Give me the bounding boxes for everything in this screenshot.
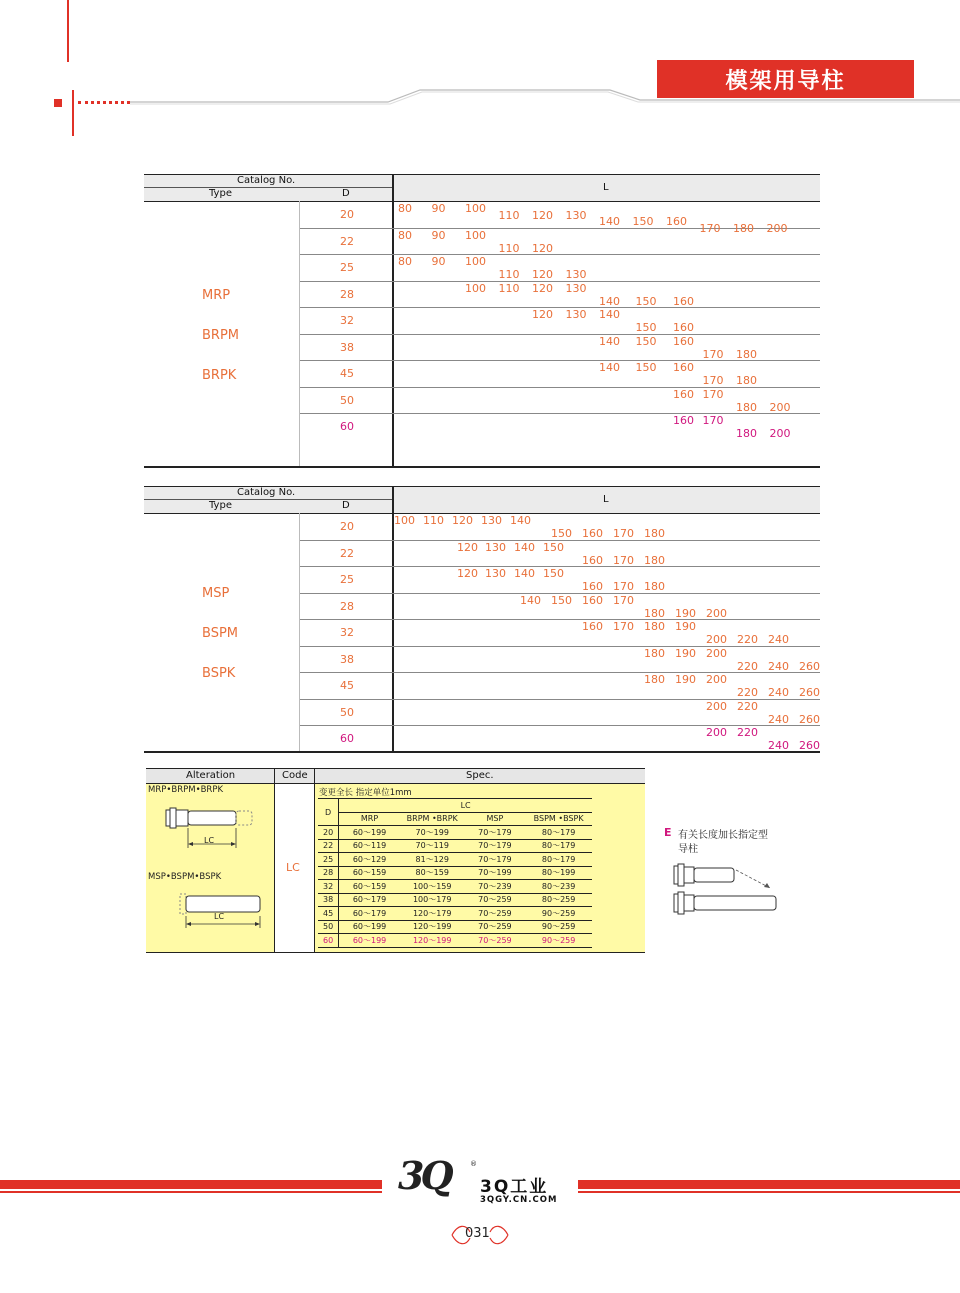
table2-l-value: 160 xyxy=(582,593,603,607)
table1-d-value: 50 xyxy=(340,393,354,407)
spec-lc-header: LC xyxy=(339,799,592,812)
table1-d-value: 60 xyxy=(340,420,354,434)
spec-range-cell: 60～159 xyxy=(339,866,400,880)
table1-l-value: 80 xyxy=(398,228,412,242)
table1-type-brpm: BRPM xyxy=(202,328,240,343)
spec-d-cell: 60 xyxy=(318,934,339,948)
table1-l-value: 180 xyxy=(736,347,757,361)
alteration-table xyxy=(146,768,645,953)
table1-l-value: 200 xyxy=(769,427,791,441)
spec-range-cell: 80～259 xyxy=(525,893,592,907)
table1-d-value: 38 xyxy=(340,340,354,354)
table1-l-value: 140 xyxy=(599,361,620,374)
spec-range-cell: 70～199 xyxy=(465,866,526,880)
table1-l-value: 180 xyxy=(736,400,757,414)
spec-row xyxy=(318,826,592,840)
table2-l-value: 150 xyxy=(543,540,564,554)
table1-l-value: 120 xyxy=(532,241,553,255)
table2-l-value: 260 xyxy=(799,739,820,753)
table2-l-value: 200 xyxy=(706,726,727,739)
table1-type-label: Type xyxy=(209,188,232,199)
table1-l-value: 110 xyxy=(498,241,520,255)
spec-d-cell: 38 xyxy=(318,893,339,907)
spec-range-cell: 60～199 xyxy=(339,920,400,934)
table1-l-value: 130 xyxy=(565,308,587,321)
logo-registered: ® xyxy=(470,1160,477,1168)
spec-range-cell: 100～179 xyxy=(400,893,465,907)
spec-d-cell: 25 xyxy=(318,853,339,867)
table2-l-value: 180 xyxy=(644,580,665,594)
table2-d-value: 45 xyxy=(340,679,354,693)
spec-table xyxy=(318,799,592,948)
spec-range-cell: 70～259 xyxy=(465,920,526,934)
spec-range-cell: 90～259 xyxy=(525,920,592,934)
spec-range-cell: 60～159 xyxy=(339,880,400,894)
table2-l-value: 220 xyxy=(737,726,758,739)
spec-range-cell: 120～199 xyxy=(400,920,465,934)
table2-l-value: 260 xyxy=(799,686,820,700)
spec-range-cell: 70～259 xyxy=(465,907,526,921)
table2-l-value: 190 xyxy=(675,620,696,633)
table1-d-value: 20 xyxy=(340,208,354,222)
page-title: 模架用导柱 xyxy=(657,60,914,98)
spec-d-cell: 20 xyxy=(318,826,339,840)
table1-l-value: 90 xyxy=(431,202,446,215)
table2-l-value: 170 xyxy=(613,593,634,607)
table2-l-value: 160 xyxy=(582,620,603,633)
table2-l-value: 140 xyxy=(514,540,535,554)
table2-l-value: 200 xyxy=(706,673,727,686)
logo-mark: 3Q xyxy=(398,1153,450,1198)
table2-l-value: 120 xyxy=(457,540,478,554)
page-number: 031 xyxy=(465,1226,490,1241)
spec-range-cell: 70～179 xyxy=(465,826,526,840)
spec-row xyxy=(318,920,592,934)
spec-range-cell: 60～179 xyxy=(339,907,400,921)
spec-range-cell: 70～259 xyxy=(465,893,526,907)
table2-l-value: 170 xyxy=(613,580,634,594)
spec-d-cell: 22 xyxy=(318,839,339,853)
table2-d-value: 28 xyxy=(340,599,354,613)
spec-row xyxy=(318,839,592,853)
table2-l-value: 180 xyxy=(644,553,665,567)
table2-l-value: 130 xyxy=(485,567,506,580)
table1-l-value: 110 xyxy=(498,208,520,222)
table2-l-value: 190 xyxy=(675,673,696,686)
table2-l-value: 130 xyxy=(485,540,506,554)
table2-l-value: 220 xyxy=(737,659,758,673)
table1-l-value: 140 xyxy=(599,215,620,229)
footer-bar-left xyxy=(0,1180,382,1189)
spec-range-cell: 90～259 xyxy=(525,934,592,948)
table1-l-value: 170 xyxy=(702,347,724,361)
table2-l-value: 200 xyxy=(706,606,727,620)
table2-l-value: 110 xyxy=(423,514,444,527)
spec-row xyxy=(318,893,592,907)
extended-pin-drawing xyxy=(670,862,780,922)
table2-l-value: 200 xyxy=(706,646,727,660)
spec-range-cell: 70～179 xyxy=(465,853,526,867)
spec-range-cell: 60～119 xyxy=(339,839,400,853)
table1-l-value: 150 xyxy=(635,294,657,308)
table2-l-value: 180 xyxy=(644,673,665,686)
table2-l-value: 190 xyxy=(675,606,696,620)
table1-l-value: 160 xyxy=(673,414,694,427)
table1-row-divider xyxy=(300,334,820,335)
table1-l-value: 160 xyxy=(673,294,694,308)
table2-d-label: D xyxy=(342,500,350,511)
spec-range-cell: 80～179 xyxy=(525,826,592,840)
spec-range-cell: 70～199 xyxy=(400,826,465,840)
alteration-divider-2 xyxy=(314,768,315,953)
footer-bar-left-thin xyxy=(0,1191,382,1193)
table2-type-bspm: BSPM xyxy=(202,626,238,641)
spec-range-cell: 70～119 xyxy=(400,839,465,853)
table2-l-value: 220 xyxy=(737,699,758,713)
table2-l-value: 200 xyxy=(706,699,727,713)
table1-l-value: 160 xyxy=(673,321,694,335)
table2-l-value: 260 xyxy=(799,659,820,673)
table2-d-value: 22 xyxy=(340,546,354,560)
table1-l-value: 200 xyxy=(766,221,788,235)
table2-l-value: 140 xyxy=(510,514,531,527)
spec-range-cell: 90～259 xyxy=(525,907,592,921)
table2-l-value: 240 xyxy=(768,712,789,726)
footer-bar-right-thin xyxy=(578,1191,960,1193)
table1-l-value: 130 xyxy=(565,281,587,295)
table1-l-value: 120 xyxy=(532,281,553,295)
table2-l-value: 260 xyxy=(799,712,820,726)
table2-d-value: 60 xyxy=(340,732,354,746)
table2-d-value: 50 xyxy=(340,705,354,719)
spec-range-cell: 60～199 xyxy=(339,934,400,948)
table2-l-value: 140 xyxy=(520,593,541,607)
table2-d-value: 38 xyxy=(340,652,354,666)
table2-l-value: 180 xyxy=(644,527,665,541)
table1-row-divider xyxy=(300,254,820,255)
spec-col-brpm: BRPM •BRPK xyxy=(400,812,465,826)
table1-l-value: 120 xyxy=(532,268,553,282)
table1-l-value: 170 xyxy=(699,221,721,235)
table1-l-value: 90 xyxy=(431,255,446,268)
header-vertical-line-lower xyxy=(72,90,74,136)
table1-d-value: 32 xyxy=(340,314,354,328)
table1-l-value: 170 xyxy=(702,374,724,388)
table1-l-value: 100 xyxy=(465,228,486,242)
table2-d-value: 20 xyxy=(340,520,354,534)
alteration-spec-header: Spec. xyxy=(466,770,494,781)
table2-body xyxy=(144,514,820,751)
alteration-lc-label-2: LC xyxy=(214,912,225,921)
note-text-line1: 有关长度加长指定型 xyxy=(678,830,768,841)
table2 xyxy=(144,486,820,753)
table1-type-mrp: MRP xyxy=(202,288,231,303)
table2-d-value: 25 xyxy=(340,573,354,587)
table1-row-divider xyxy=(300,307,820,308)
table2-l-value: 160 xyxy=(582,553,603,567)
table2-l-value: 140 xyxy=(514,567,535,580)
alteration-bottom-rule xyxy=(146,952,645,953)
table2-header-mid-rule xyxy=(144,499,392,500)
table1-d-label: D xyxy=(342,188,350,199)
table2-l-value: 180 xyxy=(644,606,665,620)
table1-l-value: 120 xyxy=(532,208,553,222)
table1-l-value: 130 xyxy=(565,208,587,222)
table1-l-value: 100 xyxy=(465,281,486,295)
table2-bottom-rule xyxy=(144,751,820,753)
spec-title: 变更全长 指定单位1mm xyxy=(319,788,412,798)
table1-l-value: 110 xyxy=(498,281,520,295)
table2-l-value: 150 xyxy=(551,593,572,607)
table1-d-value: 25 xyxy=(340,261,354,275)
table1-row-divider xyxy=(300,281,820,282)
spec-table-body xyxy=(318,826,592,948)
table2-type-msp: MSP xyxy=(202,586,230,601)
spec-range-cell: 80～179 xyxy=(525,839,592,853)
table1-l-value: 130 xyxy=(565,268,587,282)
alteration-code-header: Code xyxy=(282,770,308,781)
alteration-group1-label: MRP•BRPM•BRPK xyxy=(148,785,224,795)
table1-l-value: 160 xyxy=(673,361,694,374)
table2-l-value: 170 xyxy=(613,527,634,541)
table1-l-value: 100 xyxy=(465,202,486,215)
spec-range-cell: 80～239 xyxy=(525,880,592,894)
table2-d-value: 32 xyxy=(340,626,354,640)
table2-l-value: 100 xyxy=(394,514,415,527)
footer-bar-right xyxy=(578,1180,960,1189)
table2-l-value: 220 xyxy=(737,633,758,647)
spec-range-cell: 80～179 xyxy=(525,853,592,867)
table2-l-value: 130 xyxy=(481,514,502,527)
spec-d-cell: 50 xyxy=(318,920,339,934)
table2-l-label: L xyxy=(603,494,609,505)
table1 xyxy=(144,174,820,468)
spec-d-cell: 32 xyxy=(318,880,339,894)
header-vertical-line xyxy=(67,0,69,62)
table2-l-value: 240 xyxy=(768,633,789,647)
table1-type-brpk: BRPK xyxy=(202,368,237,383)
table1-l-value: 180 xyxy=(736,374,757,388)
spec-range-cell: 81～129 xyxy=(400,853,465,867)
table2-l-value: 160 xyxy=(582,580,603,594)
table1-l-value: 120 xyxy=(532,308,553,321)
table1-l-value: 100 xyxy=(465,255,486,268)
table2-l-value: 190 xyxy=(675,646,696,660)
table1-d-value: 22 xyxy=(340,234,354,248)
spec-range-cell: 120～199 xyxy=(400,934,465,948)
spec-d-header: D xyxy=(318,799,339,826)
spec-range-cell: 100～159 xyxy=(400,880,465,894)
spec-col-bspm: BSPM •BSPK xyxy=(525,812,592,826)
spec-range-cell: 80～199 xyxy=(525,866,592,880)
table2-l-value: 180 xyxy=(644,646,665,660)
table2-l-value: 220 xyxy=(737,686,758,700)
spec-d-cell: 45 xyxy=(318,907,339,921)
alteration-code-lc: LC xyxy=(286,861,300,874)
table2-l-value: 240 xyxy=(768,739,789,753)
table1-l-value: 80 xyxy=(398,255,412,268)
header-square-mark xyxy=(54,99,62,107)
table1-l-value: 170 xyxy=(702,414,724,427)
table1-l-value: 150 xyxy=(635,321,657,335)
spec-range-cell: 60～129 xyxy=(339,853,400,867)
table1-l-value: 140 xyxy=(599,294,620,308)
table2-l-value: 240 xyxy=(768,686,789,700)
spec-range-cell: 80～159 xyxy=(400,866,465,880)
table1-l-value: 110 xyxy=(498,268,520,282)
spec-range-cell: 60～179 xyxy=(339,893,400,907)
table1-l-value: 150 xyxy=(635,361,657,374)
table1-l-value: 200 xyxy=(769,400,791,414)
table1-l-value: 80 xyxy=(398,202,412,215)
spec-range-cell: 60～199 xyxy=(339,826,400,840)
spec-row xyxy=(318,907,592,921)
table1-l-value: 180 xyxy=(736,427,757,441)
table1-catalog-label: Catalog No. xyxy=(237,175,296,186)
table1-l-value: 160 xyxy=(673,387,694,401)
logo-site: 3QGY.CN.COM xyxy=(480,1195,558,1205)
table1-l-value: 150 xyxy=(635,334,657,348)
table1-l-value: 140 xyxy=(599,334,620,348)
table2-l-value: 120 xyxy=(457,567,478,580)
spec-row xyxy=(318,934,592,948)
table2-catalog-label: Catalog No. xyxy=(237,487,296,498)
table1-l-value: 90 xyxy=(431,228,446,242)
alteration-group2-label: MSP•BSPM•BSPK xyxy=(148,872,222,882)
table2-l-value: 180 xyxy=(644,620,665,633)
table2-l-value: 160 xyxy=(582,527,603,541)
note-text-line2: 导柱 xyxy=(678,844,698,855)
spec-row xyxy=(318,866,592,880)
spec-range-cell: 70～259 xyxy=(465,934,526,948)
alteration-header-label: Alteration xyxy=(186,770,236,781)
table1-l-value: 150 xyxy=(632,215,654,229)
alteration-divider-1 xyxy=(274,768,275,953)
table1-header-mid-rule xyxy=(144,187,392,188)
spec-range-cell: 70～239 xyxy=(465,880,526,894)
spec-range-cell: 70～179 xyxy=(465,839,526,853)
table2-type-label: Type xyxy=(209,500,232,511)
table1-l-value: 140 xyxy=(599,308,620,321)
spec-row xyxy=(318,880,592,894)
table1-l-value: 180 xyxy=(733,221,754,235)
logo-brand: 3Q工业 xyxy=(480,1177,549,1197)
table1-l-label: L xyxy=(603,182,609,193)
table2-l-value: 170 xyxy=(613,620,634,633)
table2-l-value: 150 xyxy=(551,527,572,541)
table2-row-divider xyxy=(300,619,820,620)
table2-l-value: 200 xyxy=(706,633,727,647)
note-marker: E xyxy=(664,826,672,839)
spec-col-msp: MSP xyxy=(465,812,526,826)
spec-d-cell: 28 xyxy=(318,866,339,880)
table2-l-value: 120 xyxy=(452,514,473,527)
spec-row xyxy=(318,853,592,867)
table1-l-value: 160 xyxy=(666,215,687,229)
table1-d-value: 28 xyxy=(340,287,354,301)
table1-d-value: 45 xyxy=(340,367,354,381)
table2-l-value: 150 xyxy=(543,567,564,580)
table2-l-value: 170 xyxy=(613,553,634,567)
table2-l-value: 240 xyxy=(768,659,789,673)
spec-col-mrp: MRP xyxy=(339,812,400,826)
table1-bottom-rule xyxy=(144,466,820,468)
spec-range-cell: 120～179 xyxy=(400,907,465,921)
table2-type-bspk: BSPK xyxy=(202,666,236,681)
alteration-lc-label-1: LC xyxy=(204,836,215,845)
table1-body xyxy=(144,202,820,466)
table1-l-value: 170 xyxy=(702,387,724,401)
table1-l-value: 160 xyxy=(673,334,694,348)
